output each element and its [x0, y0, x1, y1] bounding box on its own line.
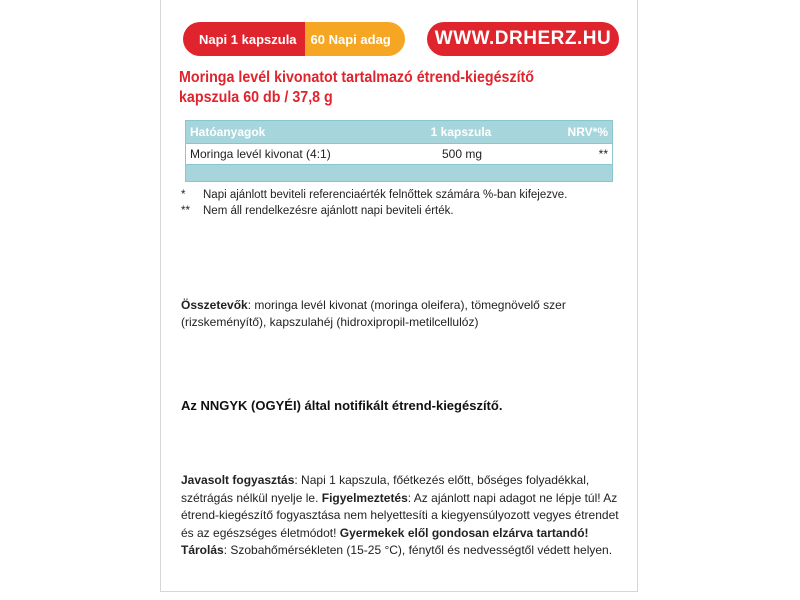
- ingredient-amount: 500 mg: [442, 147, 483, 161]
- dosage-badge: [183, 22, 405, 56]
- notification-statement: Az NNGYK (OGYÉI) által notifikált étrend-kiegészítő.: [181, 398, 503, 413]
- footnote: [181, 187, 621, 203]
- footnote: [181, 203, 621, 219]
- ingredients-label: Összetevők: [181, 298, 248, 312]
- website-link[interactable]: WWW.DRHERZ.HU: [427, 22, 619, 56]
- product-title-line1: Moringa levél kivonatot tartalmazó étrend-kiegészítő: [179, 69, 535, 86]
- footnote-mark: *: [181, 189, 186, 201]
- footnote-text: Nem áll rendelkezésre ajánlott napi beviteli érték.: [203, 205, 454, 217]
- nutrition-table: [185, 120, 613, 182]
- footnote-mark: **: [181, 205, 190, 217]
- warning-text: : Az ajánlott napi adagot ne lépje túl! Az étrend-kiegészítő fogyasztása nem helyettesíti a kiegyensúlyozott vegyes étrendet és az egészséges életmódot!: [181, 490, 619, 540]
- product-label: [160, 0, 638, 592]
- footnote-text: Napi ajánlott beviteli referenciaérték felnőttek számára %-ban kifejezve.: [203, 189, 568, 201]
- usage-section: [181, 472, 621, 560]
- table-row: [186, 143, 612, 164]
- product-title: [179, 68, 584, 108]
- header-nrv: NRV*%: [567, 125, 608, 139]
- footnotes: [181, 187, 621, 219]
- warning-label: Figyelmeztetés: [321, 490, 408, 505]
- nutrition-table-header: [186, 121, 612, 143]
- header-active-ingredients: Hatóanyagok: [190, 125, 266, 139]
- storage-text: : Szobahőmérsékleten (15-25 °C), fénytől és nedvességtől védett helyen.: [223, 543, 613, 557]
- daily-capsule-badge: Napi 1 kapszula: [183, 22, 305, 56]
- daily-doses-badge: 60 Napi adag: [305, 22, 405, 56]
- usage-label: Javasolt fogyasztás: [181, 473, 295, 487]
- ingredients-section: [181, 297, 621, 331]
- product-title-line2: kapszula 60 db / 37,8 g: [179, 89, 333, 106]
- storage-label: Gyermekek elől gondosan elzárva tartandó! Tárolás: [181, 525, 589, 557]
- usage-text: : Napi 1 kapszula, főétkezés előtt, bőséges folyadékkal, szétrágás nélkül nyelje le.: [181, 473, 590, 505]
- header-per-capsule: 1 kapszula: [430, 125, 492, 139]
- ingredient-name: Moringa levél kivonat (4:1): [190, 147, 331, 161]
- nutrition-table-footer: [186, 164, 612, 181]
- ingredients-text: : moringa levél kivonat (moringa oleifera), tömegnövelő szer (rizskeményítő), kapszulahéj (hidroxipropil-metilcellulóz): [181, 298, 566, 329]
- ingredient-nrv: **: [598, 147, 608, 161]
